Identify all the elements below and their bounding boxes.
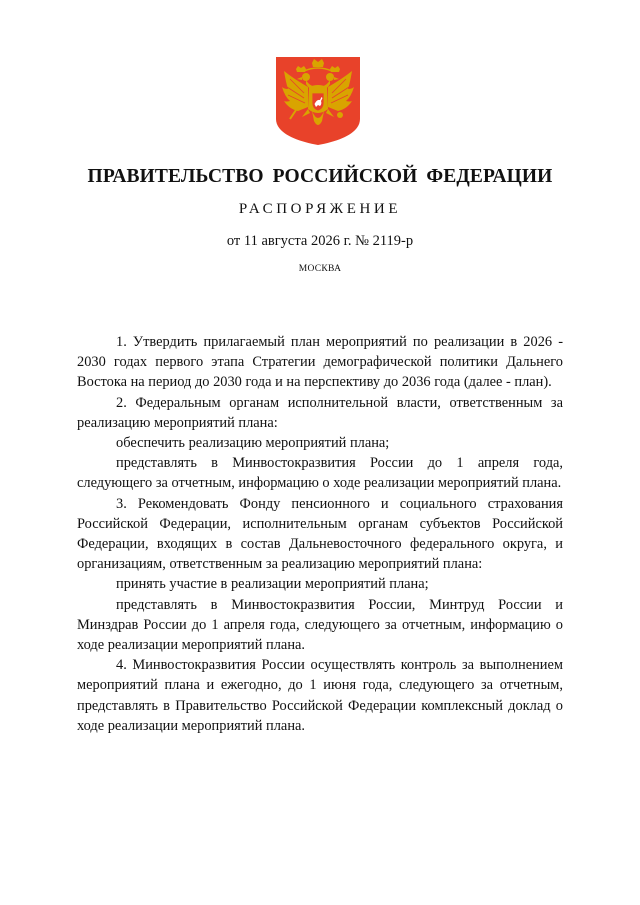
paragraph-2-item-2: представлять в Минвостокразвития России до 1 апреля года, следующего за отчетным, информацию о ходе реализации мероприятий плана. bbox=[77, 455, 563, 492]
paragraph-3-item-1: принять участие в реализации мероприятий плана; bbox=[116, 576, 429, 593]
paragraph-4: 4. Минвостокразвития России осуществлять контроль за выполнением мероприятий плана и ежегодно, до 1 июня года, следующего за отчетным, представлять в Правительство Российской Федерации комплексный доклад о ходе реализации мероприятий плана. bbox=[77, 657, 563, 734]
paragraph-2: 2. Федеральным органам исполнительной власти, ответственным за реализацию мероприятий плана: bbox=[77, 394, 563, 431]
document-body bbox=[77, 332, 563, 736]
paragraph-1: 1. Утвердить прилагаемый план мероприятий по реализации в 2026 - 2030 годах первого этапа Стратегии демографической политики Дальнего Востока на период до 2030 года и на перспективу до 2036 года (далее - план). bbox=[77, 334, 563, 391]
paragraph-3-item-2: представлять в Минвостокразвития России, Минтруд России и Минздрав России до 1 апреля года, следующего за отчетным, информацию о ходе реализации мероприятий плана. bbox=[77, 596, 563, 654]
document-type: РАСПОРЯЖЕНИЕ bbox=[238, 201, 402, 217]
paragraph-2-item-1: обеспечить реализацию мероприятий плана; bbox=[116, 435, 390, 452]
document-date-number: от 11 августа 2026 г. № 2119-р bbox=[226, 233, 414, 249]
russian-coat-of-arms-icon bbox=[276, 57, 360, 145]
document-city: МОСКВА bbox=[298, 264, 342, 274]
paragraph-3: 3. Рекомендовать Фонду пенсионного и социального страхования Российской Федерации, исполнительным органам субъектов Российской Федерации, входящих в состав Дальневосточного федерального округа, и организациям, ответственным за реализацию мероприятий плана: bbox=[77, 495, 563, 573]
government-title: ПРАВИТЕЛЬСТВО РОССИЙСКОЙ ФЕДЕРАЦИИ bbox=[87, 166, 553, 187]
